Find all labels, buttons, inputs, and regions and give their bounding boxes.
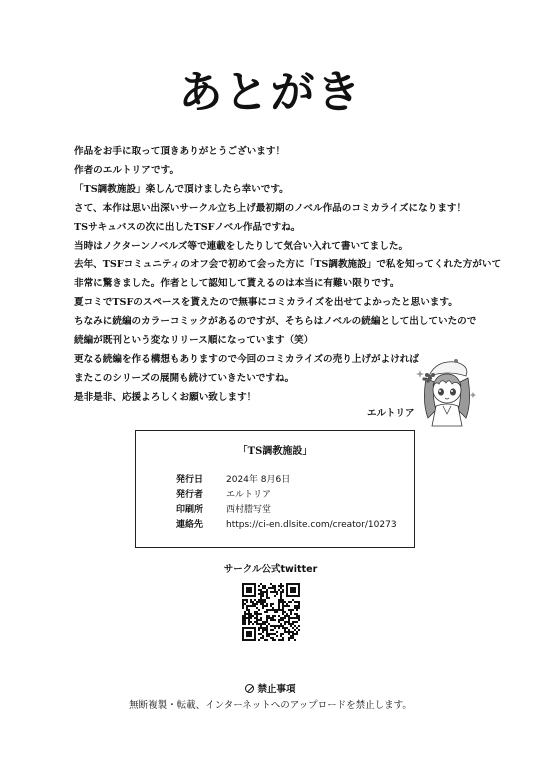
colophon-value: 西村謄写堂 — [226, 505, 272, 515]
body-line: 是非是非、応援よろしくお願い致します！ — [74, 391, 257, 403]
colophon-row-contact — [176, 517, 397, 531]
body-line: ちなみに続編のカラーコミックがあるのですが、そちらはノベルの続編として出していたので — [74, 316, 477, 328]
colophon-value: エルトリア — [226, 490, 272, 500]
body-line: 続編が既刊という変なリリース順になっています（笑） — [74, 335, 314, 347]
colophon-label: 発行日 — [176, 475, 204, 485]
body-line: 夏コミでTSFのスペースを貰えたので無事にコミカライズを出せてよかったと思います。 — [74, 297, 458, 309]
colophon-row-publisher — [176, 487, 271, 501]
body-line: 非常に驚きました。作者として認知して貰えるのは本当に有難い限りです。 — [74, 278, 400, 290]
colophon-label: 発行者 — [176, 490, 204, 500]
no-entry-icon — [245, 684, 254, 693]
colophon-value: https://ci-en.dlsite.com/creator/10273 — [226, 520, 397, 530]
body-line: 当時はノクターンノベルズ等で連載をしたりして気合い入れて書いてました。 — [74, 240, 409, 252]
colophon-label: 印刷所 — [176, 505, 204, 515]
prohibition-text: 無断複製・転載、インターネットへのアップロードを禁止します。 — [129, 700, 412, 711]
colophon-title: 「TS調教施設」 — [237, 446, 313, 457]
colophon-label: 連絡先 — [176, 520, 204, 530]
prohibition-heading — [0, 681, 541, 695]
body-line: 「TS調教施設」楽しんで頂けましたら幸いです。 — [74, 183, 289, 195]
page-title: あとがき — [178, 67, 363, 118]
afterword-body — [74, 143, 502, 408]
author-signature: エルトリア — [367, 408, 415, 419]
body-line: 去年、TSFコミュニティのオフ会で初めて会った方に「TS調教施設」で私を知ってくれた方がいて — [74, 259, 502, 271]
chibi-character-illustration — [416, 348, 478, 428]
body-line: 更なる続編を作る構想もありますので今回のコミカライズの売り上げがよければ — [74, 353, 419, 365]
prohibition-title: 禁止事項 — [257, 684, 296, 695]
body-line: TSサキュバスの次に出したTSFノベル作品ですね。 — [74, 221, 301, 233]
colophon-box — [135, 430, 415, 548]
body-line: 作者のエルトリアです。 — [74, 164, 180, 176]
twitter-label: サークル公式twitter — [223, 564, 318, 575]
colophon-row-printer — [176, 502, 271, 516]
qr-code[interactable] — [242, 583, 300, 641]
colophon-row-date — [176, 472, 290, 486]
body-line: さて、本作は思い出深いサークル立ち上げ最初期のノベル作品のコミカライズになります！ — [74, 202, 467, 214]
body-line: またこのシリーズの展開も続けていきたいですね。 — [74, 372, 295, 384]
colophon-value: 2024年 8月6日 — [226, 475, 291, 485]
body-line: 作品をお手に取って頂きありがとうございます！ — [74, 146, 286, 157]
